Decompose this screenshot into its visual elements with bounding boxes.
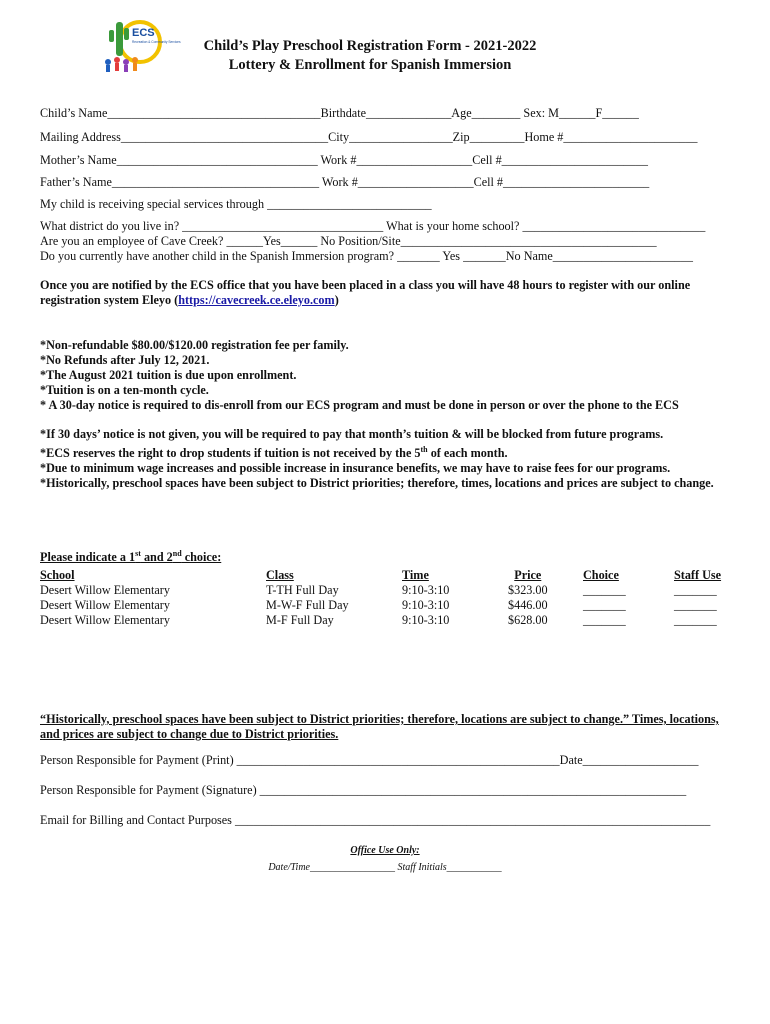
policy-item: * A 30-day notice is required to dis-enroll from our ECS program and must be done in person or over the phone to the ECS <box>40 398 679 412</box>
table-cell-class: M-W-F Full Day <box>266 598 349 612</box>
time-header: Time <box>402 568 429 582</box>
table-cell-time: 9:10-3:10 <box>402 613 450 627</box>
notice-text: Once you are notified by the ECS office that you have been placed in a class you will have 48 hours to register with our online registration system Eleyo ( <box>40 278 691 307</box>
policy-item: *Due to minimum wage increases and possible increase in insurance benefits, we may have to raise fees for our programs. <box>40 461 671 476</box>
table-cell-price: $323.00 <box>508 583 548 597</box>
employee-row[interactable]: Are you an employee of Cave Creek? ______Yes______ No Position/Site__________________________________________ <box>40 234 657 248</box>
policy-item: *Historically, preschool spaces have been subject to District priorities; therefore, times, locations and prices are subject to change. <box>40 476 714 491</box>
choice-header: Choice <box>583 568 619 582</box>
staff-use-blank: _______ <box>674 613 717 627</box>
class-header: Class <box>266 568 294 582</box>
enrollment-notice <box>40 278 730 308</box>
policies-block-2 <box>40 427 730 491</box>
ecs-logo-graphic <box>100 14 181 74</box>
policy-item: *If 30 days’ notice is not given, you will be required to pay that month’s tuition & will be blocked from future programs. <box>40 427 664 441</box>
logo-subtext: Recreation & Community Services <box>132 40 181 44</box>
choice-heading-text: and 2 <box>140 550 173 565</box>
table-cell-time: 9:10-3:10 <box>402 598 450 612</box>
child-info-row[interactable]: Child’s Name___________________________________Birthdate______________Age________ Sex: M______F______ <box>40 106 639 120</box>
form-title-line1: Child’s Play Preschool Registration Form - 2021-2022 <box>203 38 537 54</box>
choice-column <box>583 568 626 628</box>
choice-heading-text: choice: <box>181 550 222 565</box>
payment-print-field[interactable]: Person Responsible for Payment (Print) _____________________________________________________Date___________________ <box>40 753 699 767</box>
table-cell-school: Desert Willow Elementary <box>40 598 170 612</box>
policy-text: of each month. <box>427 446 508 461</box>
mother-info-row[interactable]: Mother’s Name_________________________________ Work #___________________Cell #________________________ <box>40 153 648 167</box>
choice-blank[interactable]: _______ <box>583 583 626 597</box>
district-row[interactable]: What district do you live in? _________________________________ What is your home school? ______________________________ <box>40 219 706 233</box>
table-cell-school: Desert Willow Elementary <box>40 613 170 627</box>
form-title-line2: Lottery & Enrollment for Spanish Immersion <box>228 57 512 73</box>
policy-item: *Tuition is on a ten-month cycle. <box>40 383 209 397</box>
payment-signature-field[interactable]: Person Responsible for Payment (Signature) ______________________________________________________________________ <box>40 783 687 797</box>
policy-item: *No Refunds after July 12, 2021. <box>40 353 210 367</box>
table-cell-school: Desert Willow Elementary <box>40 583 170 597</box>
office-use-line: Date/Time_________________ Staff Initials___________ <box>268 862 502 873</box>
ordinal-suffix: st <box>135 549 141 558</box>
district-priorities-note: “Historically, preschool spaces have been subject to District priorities; therefore, locations are subject to change.” Times, locations, and prices are subject to change due to District priorities. <box>40 712 719 741</box>
special-services-row[interactable]: My child is receiving special services through ___________________________ <box>40 197 432 211</box>
eleyo-link[interactable]: https://cavecreek.ce.eleyo.com <box>178 293 335 307</box>
table-cell-time: 9:10-3:10 <box>402 583 450 597</box>
time-column <box>402 568 449 628</box>
policy-item: *Non-refundable $80.00/$120.00 registration fee per family. <box>40 338 349 352</box>
table-cell-price: $628.00 <box>508 613 548 627</box>
table-cell-class: M-F Full Day <box>266 613 334 627</box>
table-cell-class: T-TH Full Day <box>266 583 339 597</box>
class-column <box>266 568 349 628</box>
father-info-row[interactable]: Father’s Name__________________________________ Work #___________________Cell #________________________ <box>40 175 650 189</box>
choice-heading-text: Please indicate a 1 <box>40 550 136 565</box>
staff-use-column <box>674 568 721 628</box>
sibling-row[interactable]: Do you currently have another child in the Spanish Immersion program? _______ Yes _______No Name_______________________ <box>40 249 693 263</box>
staff-use-blank: _______ <box>674 583 717 597</box>
policy-item <box>40 442 730 461</box>
school-column <box>40 568 170 628</box>
price-header: Price <box>514 568 542 582</box>
policies-block-1 <box>40 338 730 413</box>
policy-item: *The August 2021 tuition is due upon enrollment. <box>40 368 297 382</box>
ordinal-suffix: nd <box>172 549 182 558</box>
staff-use-blank: _______ <box>674 598 717 612</box>
staff-use-header: Staff Use <box>674 568 722 582</box>
choice-blank[interactable]: _______ <box>583 598 626 612</box>
policy-text: *ECS reserves the right to drop students if tuition is not received by the 5 <box>40 446 421 461</box>
mailing-address-row[interactable]: Mailing Address__________________________________City_________________Zip_________Home #______________________ <box>40 130 698 144</box>
table-cell-price: $446.00 <box>508 598 548 612</box>
price-column <box>508 568 548 628</box>
choice-blank[interactable]: _______ <box>583 613 626 627</box>
billing-email-field[interactable]: Email for Billing and Contact Purposes ______________________________________________________________________________ <box>40 813 711 827</box>
choice-heading <box>40 546 221 565</box>
school-header: School <box>40 568 75 582</box>
logo-text: ECS <box>132 27 155 39</box>
office-use-title: Office Use Only: <box>350 845 420 856</box>
ordinal-suffix: th <box>420 445 428 454</box>
ecs-logo <box>100 14 181 74</box>
notice-close: ) <box>334 293 339 307</box>
